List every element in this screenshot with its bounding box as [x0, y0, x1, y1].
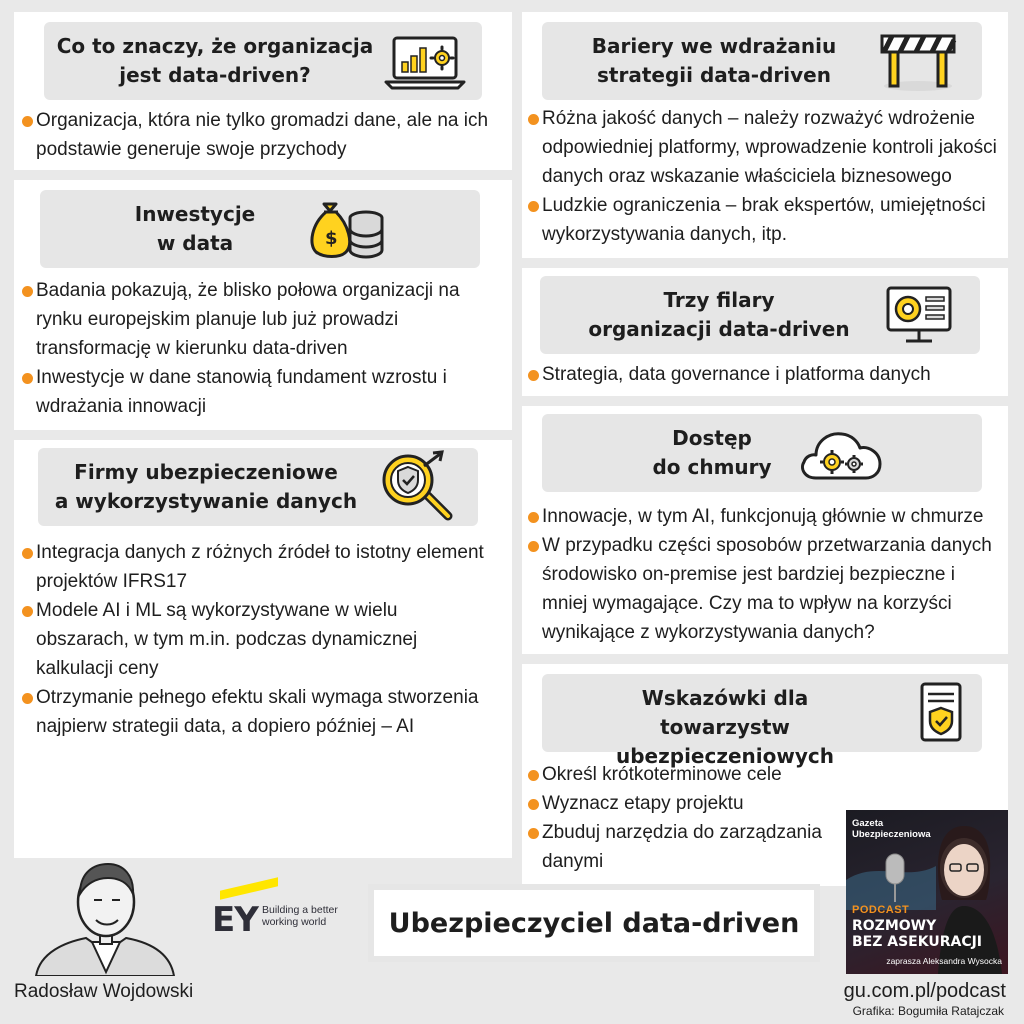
document-shield-icon: [916, 680, 966, 746]
bullet-text: Modele AI i ML są wykorzystywane w wielu obszarach, w tym m.in. podczas dynamicznej kalkulacji ceny: [36, 600, 418, 679]
pillars-header: [540, 276, 980, 354]
bullet-text: Otrzymanie pełnego efektu skali wymaga stworzenia najpierw strategii data, a dopiero później – AI: [36, 687, 479, 737]
podcast-label: PODCAST: [852, 904, 910, 916]
list-item: [22, 106, 506, 164]
list-item: [22, 276, 510, 363]
barriers-card: [522, 12, 1008, 258]
insurers-header: [38, 448, 478, 526]
svg-text:$: $: [325, 228, 338, 249]
main-title: Ubezpieczyciel data-driven: [388, 908, 800, 939]
list-item: [528, 818, 828, 876]
tips-bullets: [528, 760, 828, 876]
investments-title: Inwestycje w data: [134, 202, 256, 255]
insurers-bullets: [22, 538, 492, 741]
graphics-credit: Grafika: Bogumiła Ratajczak: [852, 1004, 1004, 1018]
main-title-box: [368, 884, 820, 962]
barriers-title: Bariery we wdrażaniu strategii data-driven: [591, 34, 837, 87]
pillars-bullets: [528, 360, 998, 389]
bullet-text: Określ krótkoterminowe cele: [542, 764, 782, 785]
bullet-text: Integracja danych z różnych źródeł to istotny element projektów IFRS17: [36, 542, 484, 592]
podcast-cover: [846, 810, 1008, 974]
investments-header: [40, 190, 480, 268]
insurers-card: [14, 440, 512, 858]
bullet-text: Inwestycje w dane stanowią fundament wzrostu i wdrażania innowacji: [36, 367, 447, 417]
investments-bullets: [22, 276, 510, 421]
list-item: [528, 531, 998, 647]
tips-title: Wskazówki dla towarzystw ubezpieczeniowych: [616, 686, 834, 768]
podcast-brand: Gazeta Ubezpieczeniowa: [852, 818, 931, 840]
podcast-host: zaprasza Aleksandra Wysocka: [886, 956, 1002, 966]
list-item: [528, 104, 998, 191]
bullet-text: Innowacje, w tym AI, funkcjonują głównie w chmurze: [542, 506, 984, 527]
money-bag-database-icon: [302, 196, 386, 262]
barriers-bullets: [528, 104, 998, 249]
magnifier-shield-icon: [378, 450, 458, 524]
list-item: [528, 360, 998, 389]
list-item: [528, 789, 828, 818]
cloud-bullets: [528, 502, 998, 647]
ey-mark: EY: [212, 900, 258, 940]
list-item: [528, 191, 998, 249]
definition-title: Co to znaczy, że organizacja jest data-driven?: [56, 34, 374, 87]
cloud-gears-icon: [796, 420, 886, 486]
bullet-text: Różna jakość danych – należy rozważyć wdrożenie odpowiedniej platformy, wprowadzenie kontroli jakości danych oraz wskazanie właściciela biznesowego: [542, 108, 997, 187]
definition-bullets: [22, 106, 506, 164]
laptop-chart-gear-icon: [384, 32, 466, 92]
ey-tagline: Building a better working world: [262, 904, 338, 928]
person-portrait: [30, 856, 180, 976]
cloud-header: [542, 414, 982, 492]
cloud-card: [522, 406, 1008, 654]
bullet-text: Badania pokazują, że blisko połowa organizacji na rynku europejskim planuje lub już prowadzi transformację w kierunku data-driven: [36, 280, 460, 359]
podcast-title: ROZMOWY BEZ ASEKURACJI: [852, 918, 983, 950]
podcast-url[interactable]: gu.com.pl/podcast: [843, 980, 1006, 1002]
cloud-title: Dostęp do chmury: [652, 426, 772, 479]
tips-header: [542, 674, 982, 768]
list-item: [528, 502, 998, 531]
list-item: [528, 760, 828, 789]
list-item: [22, 683, 492, 741]
ey-slash: [220, 877, 278, 899]
person-name: Radosław Wojdowski: [14, 981, 194, 1002]
list-item: [22, 363, 510, 421]
definition-header: [44, 22, 482, 100]
list-item: [22, 538, 492, 596]
barriers-header: [542, 22, 982, 100]
road-barrier-icon: [878, 28, 958, 94]
ey-logo: [212, 880, 342, 940]
bullet-text: Organizacja, która nie tylko gromadzi dane, ale na ich podstawie generuje swoje przychody: [36, 110, 489, 160]
list-item: [22, 596, 492, 683]
pillars-card: [522, 268, 1008, 396]
investments-card: [14, 180, 512, 430]
bullet-text: Wyznacz etapy projektu: [542, 793, 744, 814]
pillars-title: Trzy filary organizacji data-driven: [588, 288, 850, 341]
bullet-text: W przypadku części sposobów przetwarzania danych środowisko on-premise jest bardziej bezpieczne i mniej wymagające. Czy ma to wpływ na korzyści wynikające z wykorzystywania danych?: [542, 535, 992, 643]
bullet-text: Zbuduj narzędzia do zarządzania danymi: [542, 822, 822, 872]
bullet-text: Strategia, data governance i platforma danych: [542, 364, 931, 385]
monitor-dashboard-icon: [882, 282, 958, 348]
insurers-title: Firmy ubezpieczeniowe a wykorzystywanie danych: [54, 460, 358, 513]
bullet-text: Ludzkie ograniczenia – brak ekspertów, umiejętności wykorzystywania danych, itp.: [542, 195, 986, 245]
definition-card: [14, 12, 512, 170]
